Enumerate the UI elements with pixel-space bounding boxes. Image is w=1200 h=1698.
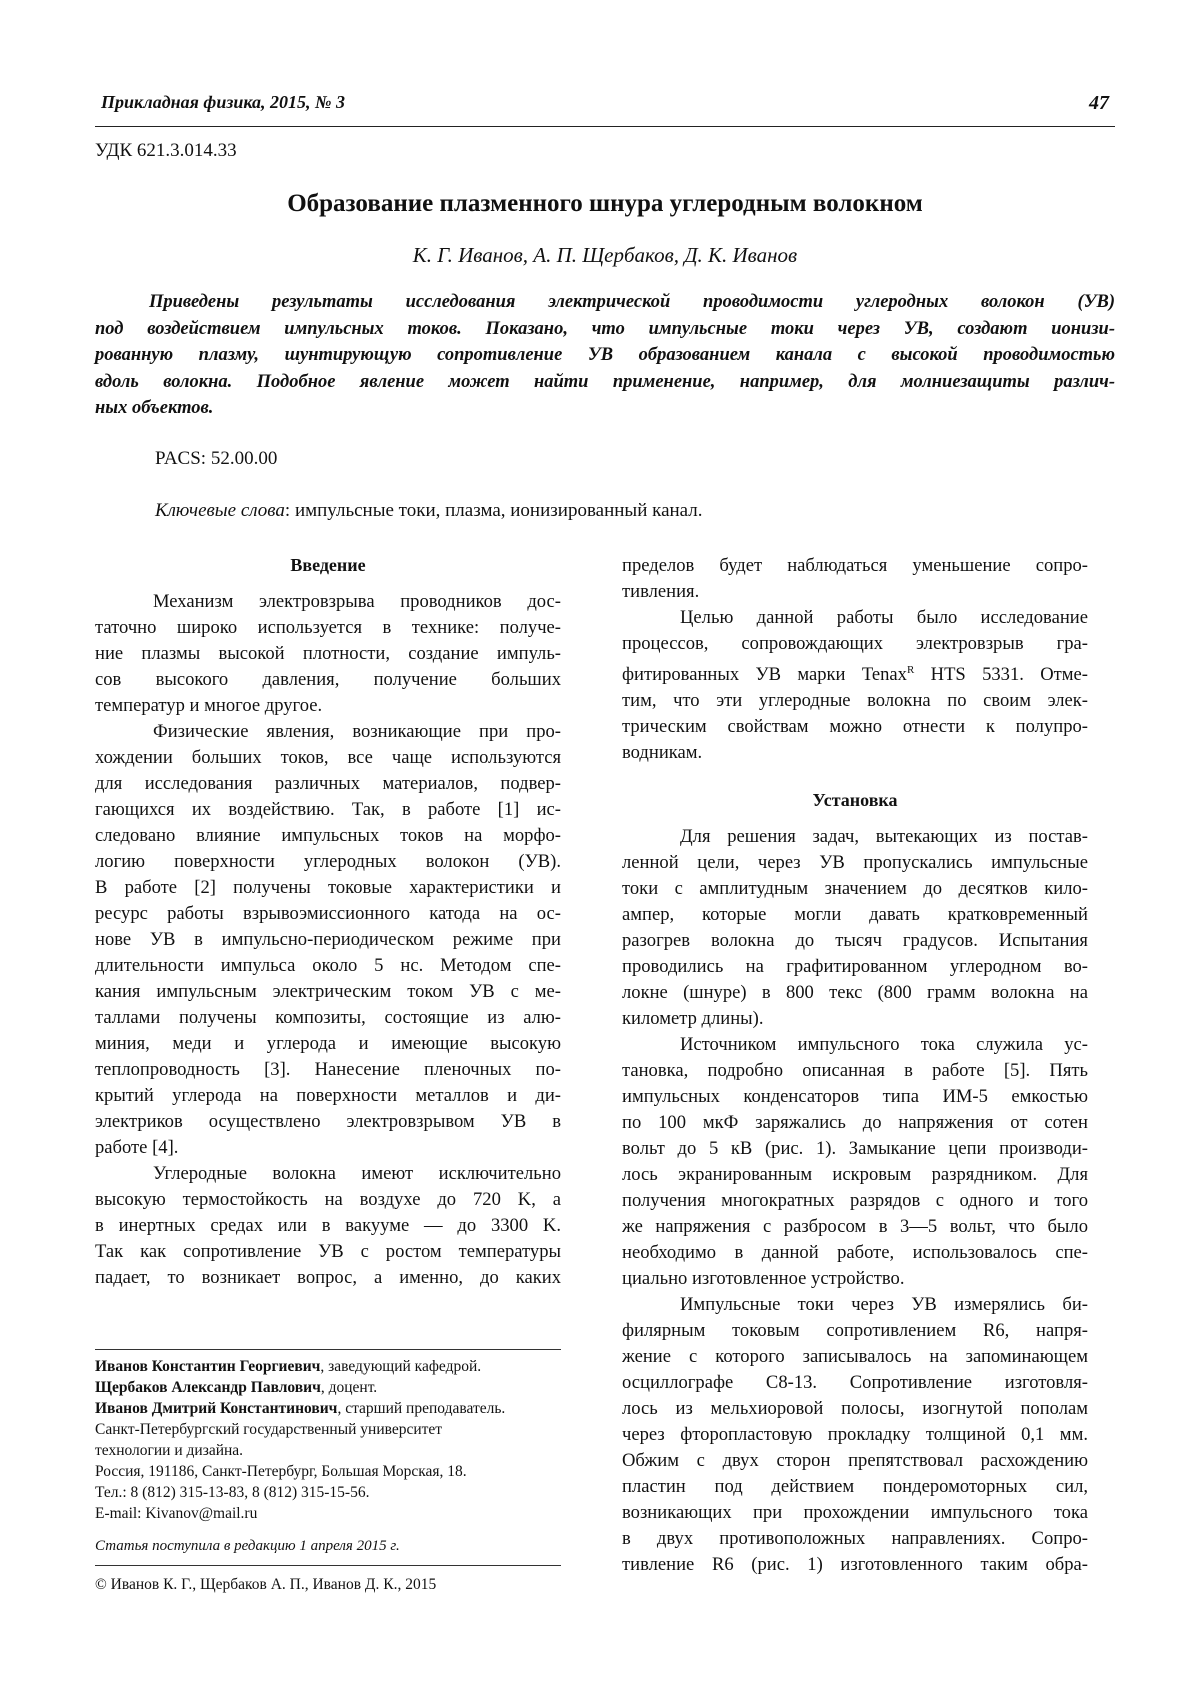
text-line: пластин под действием пондеромоторных сил, [622,1476,1088,1498]
text-line: тивление R6 (рис. 1) изготовленного таким обра- [622,1554,1088,1576]
affiliation-line: технологии и дизайна. [95,1442,244,1459]
text-line: нове УВ в импульсно-периодическом режиме при [95,929,561,950]
text-line: по 100 мкФ заряжались до напряжения от сотен [622,1112,1088,1134]
text-line: циально изготовленное устройство. [622,1268,905,1290]
text-line: через фторопластовую прокладку толщиной 0,1 мм. [622,1424,1088,1446]
text-line: температур и многое другое. [95,695,323,716]
abstract-line: ных объектов. [95,398,214,418]
text-line: в инертных средах или в вакууме — до 3300 K. [95,1215,561,1236]
registered-mark: R [906,664,915,676]
author-footnote [95,1349,561,1595]
article-authors: К. Г. Иванов, А. П. Щербаков, Д. К. Иванов [412,243,798,267]
text-line: Так как сопротивление УВ с ростом температуры [95,1241,561,1262]
keywords-label: Ключевые слова [155,500,285,521]
address-line: Россия, 191186, Санкт-Петербург, Большая Морская, 18. [95,1463,467,1480]
text-line: высокую термостойкость на воздухе до 720 K, а [95,1189,561,1210]
text-line: локне (шнуре) в 800 текс (800 грамм волокна на [622,982,1088,1004]
paragraph [622,1292,1088,1578]
paragraph [622,605,1088,766]
text-line: таллами получены композиты, состоящие из алю- [95,1007,561,1028]
text-line: Для решения задач, вытекающих из постав- [680,826,1088,848]
text-line: возникающих при прохождении импульсного тока [622,1502,1088,1524]
text-line: километр длины). [622,1008,764,1030]
text-line: получения многократных разрядов с одного и того [622,1190,1088,1212]
text-line: лось экранированным искровым разрядником. Для [622,1164,1088,1186]
text-line: ресурс работы взрывоэмиссионного катода на ос- [95,903,561,924]
author-name: Щербаков Александр Павлович [95,1379,321,1396]
text-line: ние плазмы высокой плотности, создание импуль- [95,643,561,664]
affiliation-line: Санкт-Петербургский государственный университет [95,1421,443,1438]
author-name: Иванов Константин Георгиевич [95,1358,321,1375]
text-line: Физические явления, возникающие при про- [153,721,561,742]
text-line: теплопроводность [3]. Нанесение пленочных по- [95,1059,561,1080]
text-line: падает, то возникает вопрос, а именно, до каких [95,1267,561,1288]
text-line: длительности импульса около 5 нс. Методом спе- [95,955,561,976]
left-column [95,553,561,1291]
author-position: , доцент. [320,1379,378,1396]
spacer [622,766,1088,788]
text-line: же напряжения с разбросом в 3—5 вольт, что было [622,1216,1088,1238]
paragraph [622,1032,1088,1292]
text-line: тивления. [622,581,700,602]
abstract-line: под воздействием импульсных токов. Показано, что импульсные токи через УВ, создают ионизи- [95,318,1115,339]
text-line: хождении больших токов, все чаще используются [95,747,561,768]
section-heading-setup: Установка [812,790,898,811]
footnote-line [95,1356,561,1377]
text-line: ампер, которые могли давать кратковременный [622,904,1088,926]
text-line: осциллографе С8-13. Сопротивление изготовля- [622,1372,1088,1394]
text-line: проводились на графитированном углеродном во- [622,956,1088,978]
text-line: Механизм электровзрыва проводников дос- [153,591,561,612]
text-line: тановка, подробно описанная в работе [5]. Пять [622,1060,1088,1082]
text-line: гающихся их воздействию. Так, в работе [1] ис- [95,799,561,820]
paragraph [95,1161,561,1291]
text-line: в двух противоположных направлениях. Сопро- [622,1528,1088,1550]
text-line: кания импульсным электрическим током УВ с ме- [95,981,561,1002]
paper-page [95,0,1115,1698]
footnote-line [95,1377,561,1398]
text-fragment: HTS 5331. Отме- [914,664,1088,686]
text-line: логию поверхности углеродных волокон (УВ). [95,851,561,872]
author-position: , старший преподаватель. [337,1400,506,1417]
text-line: пределов будет наблюдаться уменьшение сопро- [622,555,1088,576]
pacs-code: PACS: 52.00.00 [155,448,278,469]
text-fragment: фитированных УВ марки Tenax [622,664,907,686]
paragraph [622,824,1088,1032]
text-line: работе [4]. [95,1137,179,1158]
journal-name: Прикладная физика, 2015, № 3 [101,92,346,112]
page-number: 47 [1089,92,1109,114]
text-line: крытий углерода на поверхности металлов и ди- [95,1085,561,1106]
text-line: импульсных конденсаторов типа ИМ-5 емкостью [622,1086,1088,1108]
paragraph [622,553,1088,605]
text-line: трическим свойствам можно отнести к полупро- [622,716,1088,738]
running-header [95,92,1115,127]
paragraph [95,589,561,719]
text-line [622,657,1088,688]
text-line: процессов, сопровождающих электровзрыв гра- [622,633,1088,654]
abstract-line: Приведены результаты исследования электрической проводимости углеродных волокон (УВ) [149,292,1115,312]
text-line: В работе [2] получены токовые характеристики и [95,877,561,898]
footnote-line [95,1398,561,1419]
text-line: Импульсные токи через УВ измерялись би- [680,1294,1088,1316]
abstract-line: вдоль волокна. Подобное явление может найти применение, например, для молниезащиты различ- [95,371,1115,392]
phone-line: Тел.: 8 (812) 315-13-83, 8 (812) 315-15-56. [95,1484,370,1501]
text-line: разогрев волокна до тысяч градусов. Испытания [622,930,1088,952]
abstract [95,289,1115,422]
text-line: электриков осуществлено электровзрывом УВ в [95,1111,561,1132]
paragraph [95,719,561,1161]
text-line: следовано влияние импульсных токов на морфо- [95,825,561,846]
udc-code: УДК 621.3.014.33 [95,140,237,161]
text-line: жение с которого записывалось на запоминающем [622,1346,1088,1368]
text-line: филярным токовым сопротивлением R6, напря- [622,1320,1088,1342]
text-line: тим, что эти углеродные волокна по своим элек- [622,690,1088,712]
text-line: Углеродные волокна имеют исключительно [153,1163,561,1184]
text-line: вольт до 5 кВ (рис. 1). Замыкание цепи производи- [622,1138,1088,1160]
received-date: Статья поступила в редакцию 1 апреля 2015 г. [95,1536,561,1566]
article-title: Образование плазменного шнура углеродным волокном [287,190,923,217]
abstract-line: рованную плазму, шунтирующую сопротивление УВ образованием канала с высокой проводимостью [95,345,1115,365]
text-line: Источником импульсного тока служила ус- [680,1034,1088,1056]
email-line: E-mail: Kivanov@mail.ru [95,1505,258,1522]
text-line: Целью данной работы было исследование [680,607,1088,628]
text-line: водникам. [622,742,703,764]
text-line: необходимо в данной работе, использовалось спе- [622,1242,1088,1264]
text-line: токи с амплитудным значением до десятков кило- [622,878,1088,900]
keywords-text: : импульсные токи, плазма, ионизированный канал. [284,500,703,521]
copyright: © Иванов К. Г., Щербаков А. П., Иванов Д. К., 2015 [95,1576,437,1593]
text-line: ленной цели, через УВ пропускались импульсные [622,852,1088,874]
section-heading-introduction: Введение [290,555,366,575]
keywords [155,500,703,522]
text-line: миния, меди и углерода и имеющие высокую [95,1033,561,1054]
text-line: для исследования различных материалов, подвер- [95,773,561,794]
text-line: сов высокого давления, получение больших [95,669,561,690]
right-column [622,553,1088,1578]
author-position: , заведующий кафедрой. [320,1358,482,1375]
author-name: Иванов Дмитрий Константинович [95,1400,338,1417]
text-line: лось из мельхиоровой полосы, изогнутой пополам [622,1398,1088,1420]
text-line: таточно широко используется в технике: получе- [95,617,561,638]
text-line: Обжим с двух сторон препятствовал расхождению [622,1450,1088,1472]
